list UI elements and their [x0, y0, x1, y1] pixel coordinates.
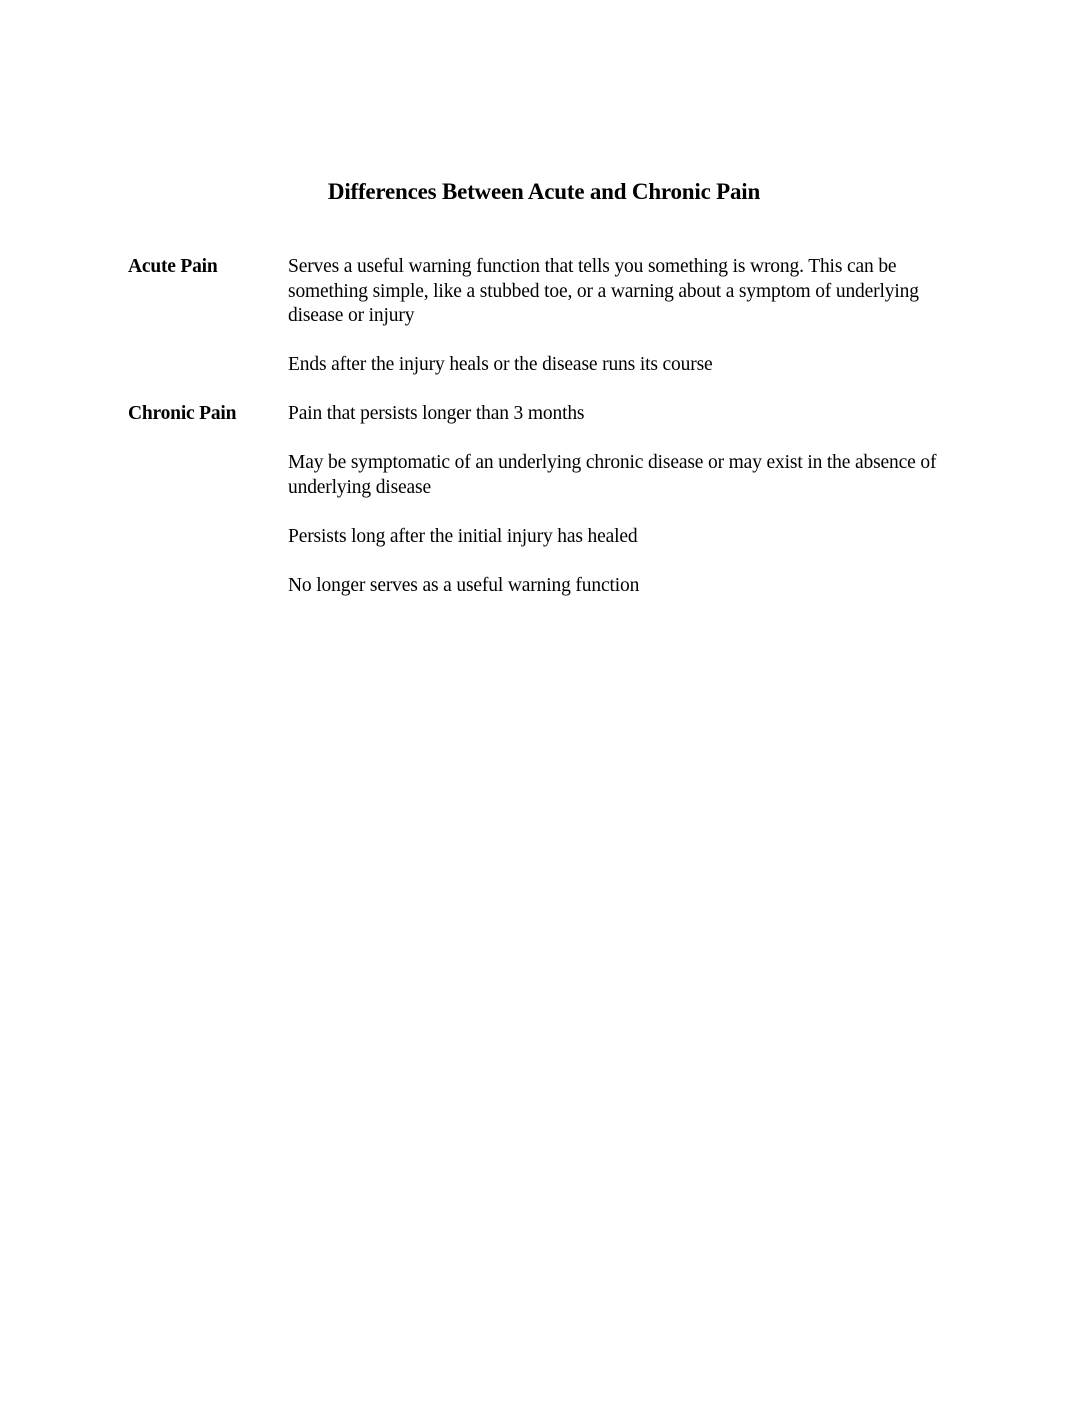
section-entries-chronic-pain	[288, 402, 953, 623]
chronic-entry-underlying-disease: May be symptomatic of an underlying chronic disease or may exist in the absence of underlying disease	[288, 452, 937, 498]
section-label-acute-pain: Acute Pain	[128, 256, 218, 277]
page-title: Differences Between Acute and Chronic Pain	[327, 179, 761, 204]
chronic-entry-duration: Pain that persists longer than 3 months	[288, 403, 585, 424]
chronic-entry-persists-after-healing: Persists long after the initial injury has healed	[288, 525, 638, 547]
acute-entry-ends-after-healing: Ends after the injury heals or the disease runs its course	[288, 354, 713, 375]
section-entries-acute-pain	[288, 255, 953, 402]
section-label-chronic-pain: Chronic Pain	[128, 403, 237, 424]
chronic-entry-no-warning-function: No longer serves as a useful warning function	[288, 574, 640, 596]
acute-entry-warning-function: Serves a useful warning function that tells you something is wrong. This can be something simple, like a stubbed toe, or a warning about a symptom of underlying disease or injury	[288, 256, 919, 326]
